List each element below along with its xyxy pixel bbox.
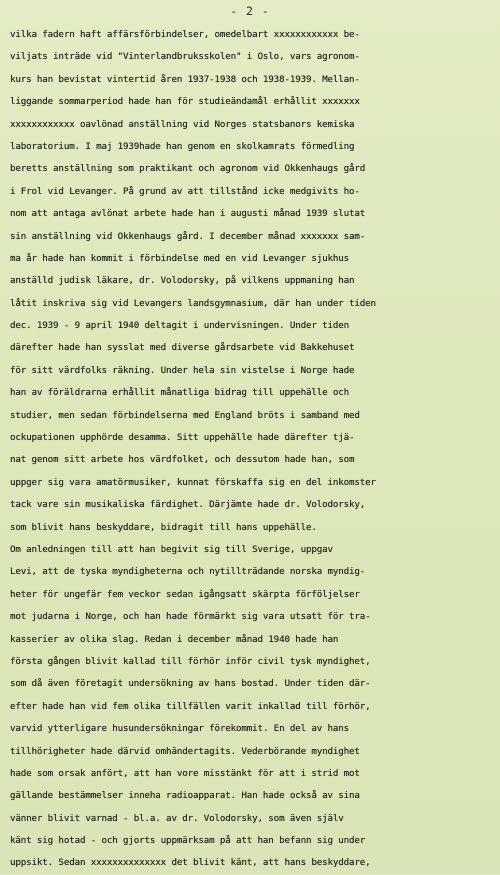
text-line: i Frol vid Levanger. På grund av att tillstånd icke medgivits ho-: [10, 185, 360, 197]
document-body: [10, 24, 496, 875]
text-line: ma år hade han kommit i förbindelse med en vid Levanger sjukhus: [10, 252, 350, 264]
text-line: efter hade han vid fem olika tillfällen varit inkallad till förhör,: [10, 700, 371, 712]
text-line: första gången blivit kallad till förhör inför civil tysk myndighet,: [10, 655, 371, 667]
text-line: laboratorium. I maj 1939hade han genom en skolkamrats förmedling: [10, 140, 355, 152]
text-line: nom att antaga avlönat arbete hade han i augusti månad 1939 slutat: [10, 208, 366, 220]
text-line: nat genom sitt arbete hos värdfolket, och dessutom hade han, som: [10, 454, 355, 466]
text-line: gällande bestämmelser inneha radioapparat. Han hade också av sina: [10, 790, 360, 802]
text-line: för sitt värdfolks räkning. Under hela sin vistelse i Norge hade: [10, 364, 355, 376]
text-line: liggande sommarperiod hade han för studieändamål erhållit xxxxxxx: [10, 96, 360, 108]
text-line: heter för ungefär fem veckor sedan igångsatt skärpta förföljelser: [10, 588, 360, 600]
text-line: därefter hade han sysslat med diverse gårdsarbete vid Bakkehuset: [10, 342, 355, 354]
text-line: xxxxxxxxxxxx oavlönad anställning vid Norges statsbanors kemiska: [10, 118, 355, 130]
text-line: kurs han bevistat vintertid åren 1937-1938 och 1938-1939. Mellan-: [10, 73, 360, 85]
page-number: - 2 -: [230, 4, 270, 18]
text-line: vänner blivit varnad - bl.a. av dr. Volodorsky, som även själv: [10, 812, 344, 824]
text-line: som blivit hans beskyddare, bidragit till hans uppehälle.: [10, 521, 317, 533]
text-line: låtit inskriva sig vid Levangers landsgymnasium, där han under tiden: [10, 297, 376, 309]
text-line: Levi, att de tyska myndigheterna och nytillträdande norska myndig-: [10, 566, 366, 578]
text-line: han av föräldrarna erhållit månatliga bidrag till uppehälle och: [10, 387, 350, 399]
text-line: beretts anställning som praktikant och agronom vid Okkenhaugs gård: [10, 163, 366, 175]
text-line: tillhörigheter hade därvid omhändertagits. Vederbörande myndighet: [10, 745, 360, 757]
text-line: mot judarna i Norge, och han hade förmärkt sig vara utsatt för tra-: [10, 611, 371, 623]
text-line: Om anledningen till att han begivit sig till Sverige, uppgav: [10, 543, 333, 555]
text-line: som då även företagit undersökning av hans bostad. Under tiden där-: [10, 678, 371, 690]
text-line: varvid ytterligare husundersökningar förekommit. En del av hans: [10, 723, 350, 735]
text-line: uppger sig vara amatörmusiker, kunnat förskaffa sig en del inkomster: [10, 476, 376, 488]
text-line: känt sig hotad - och gjorts uppmärksam på att han befann sig under: [10, 835, 366, 847]
text-line: kasserier av olika slag. Redan i december månad 1940 hade han: [10, 633, 339, 645]
text-line: ockupationen upphörde desamma. Sitt uppehälle hade därefter tjä-: [10, 432, 355, 444]
text-line: sin anställning vid Okkenhaugs gård. I december månad xxxxxxx sam-: [10, 230, 366, 242]
text-line: anställd judisk läkare, dr. Volodorsky, på vilkens uppmaning han: [10, 275, 355, 287]
text-line: studier, men sedan förbindelserna med England bröts i samband med: [10, 409, 360, 421]
text-line: vilka fadern haft affärsförbindelser, omedelbart xxxxxxxxxxxx be-: [10, 29, 360, 40]
text-line: hade som orsak anfört, att han vore misstänkt för att i strid mot: [10, 767, 360, 779]
text-line: uppsikt. Sedan xxxxxxxxxxxxxx det blivit känt, att hans beskyddare,: [10, 857, 371, 869]
text-line: viljats inträde vid "Vinterlandbruksskolen" i Oslo, vars agronom-: [10, 51, 360, 63]
text-line: tack vare sin musikaliska färdighet. Därjämte hade dr. Volodorsky,: [10, 499, 366, 511]
text-line: dec. 1939 - 9 april 1940 deltagit i undervisningen. Under tiden: [10, 320, 350, 332]
